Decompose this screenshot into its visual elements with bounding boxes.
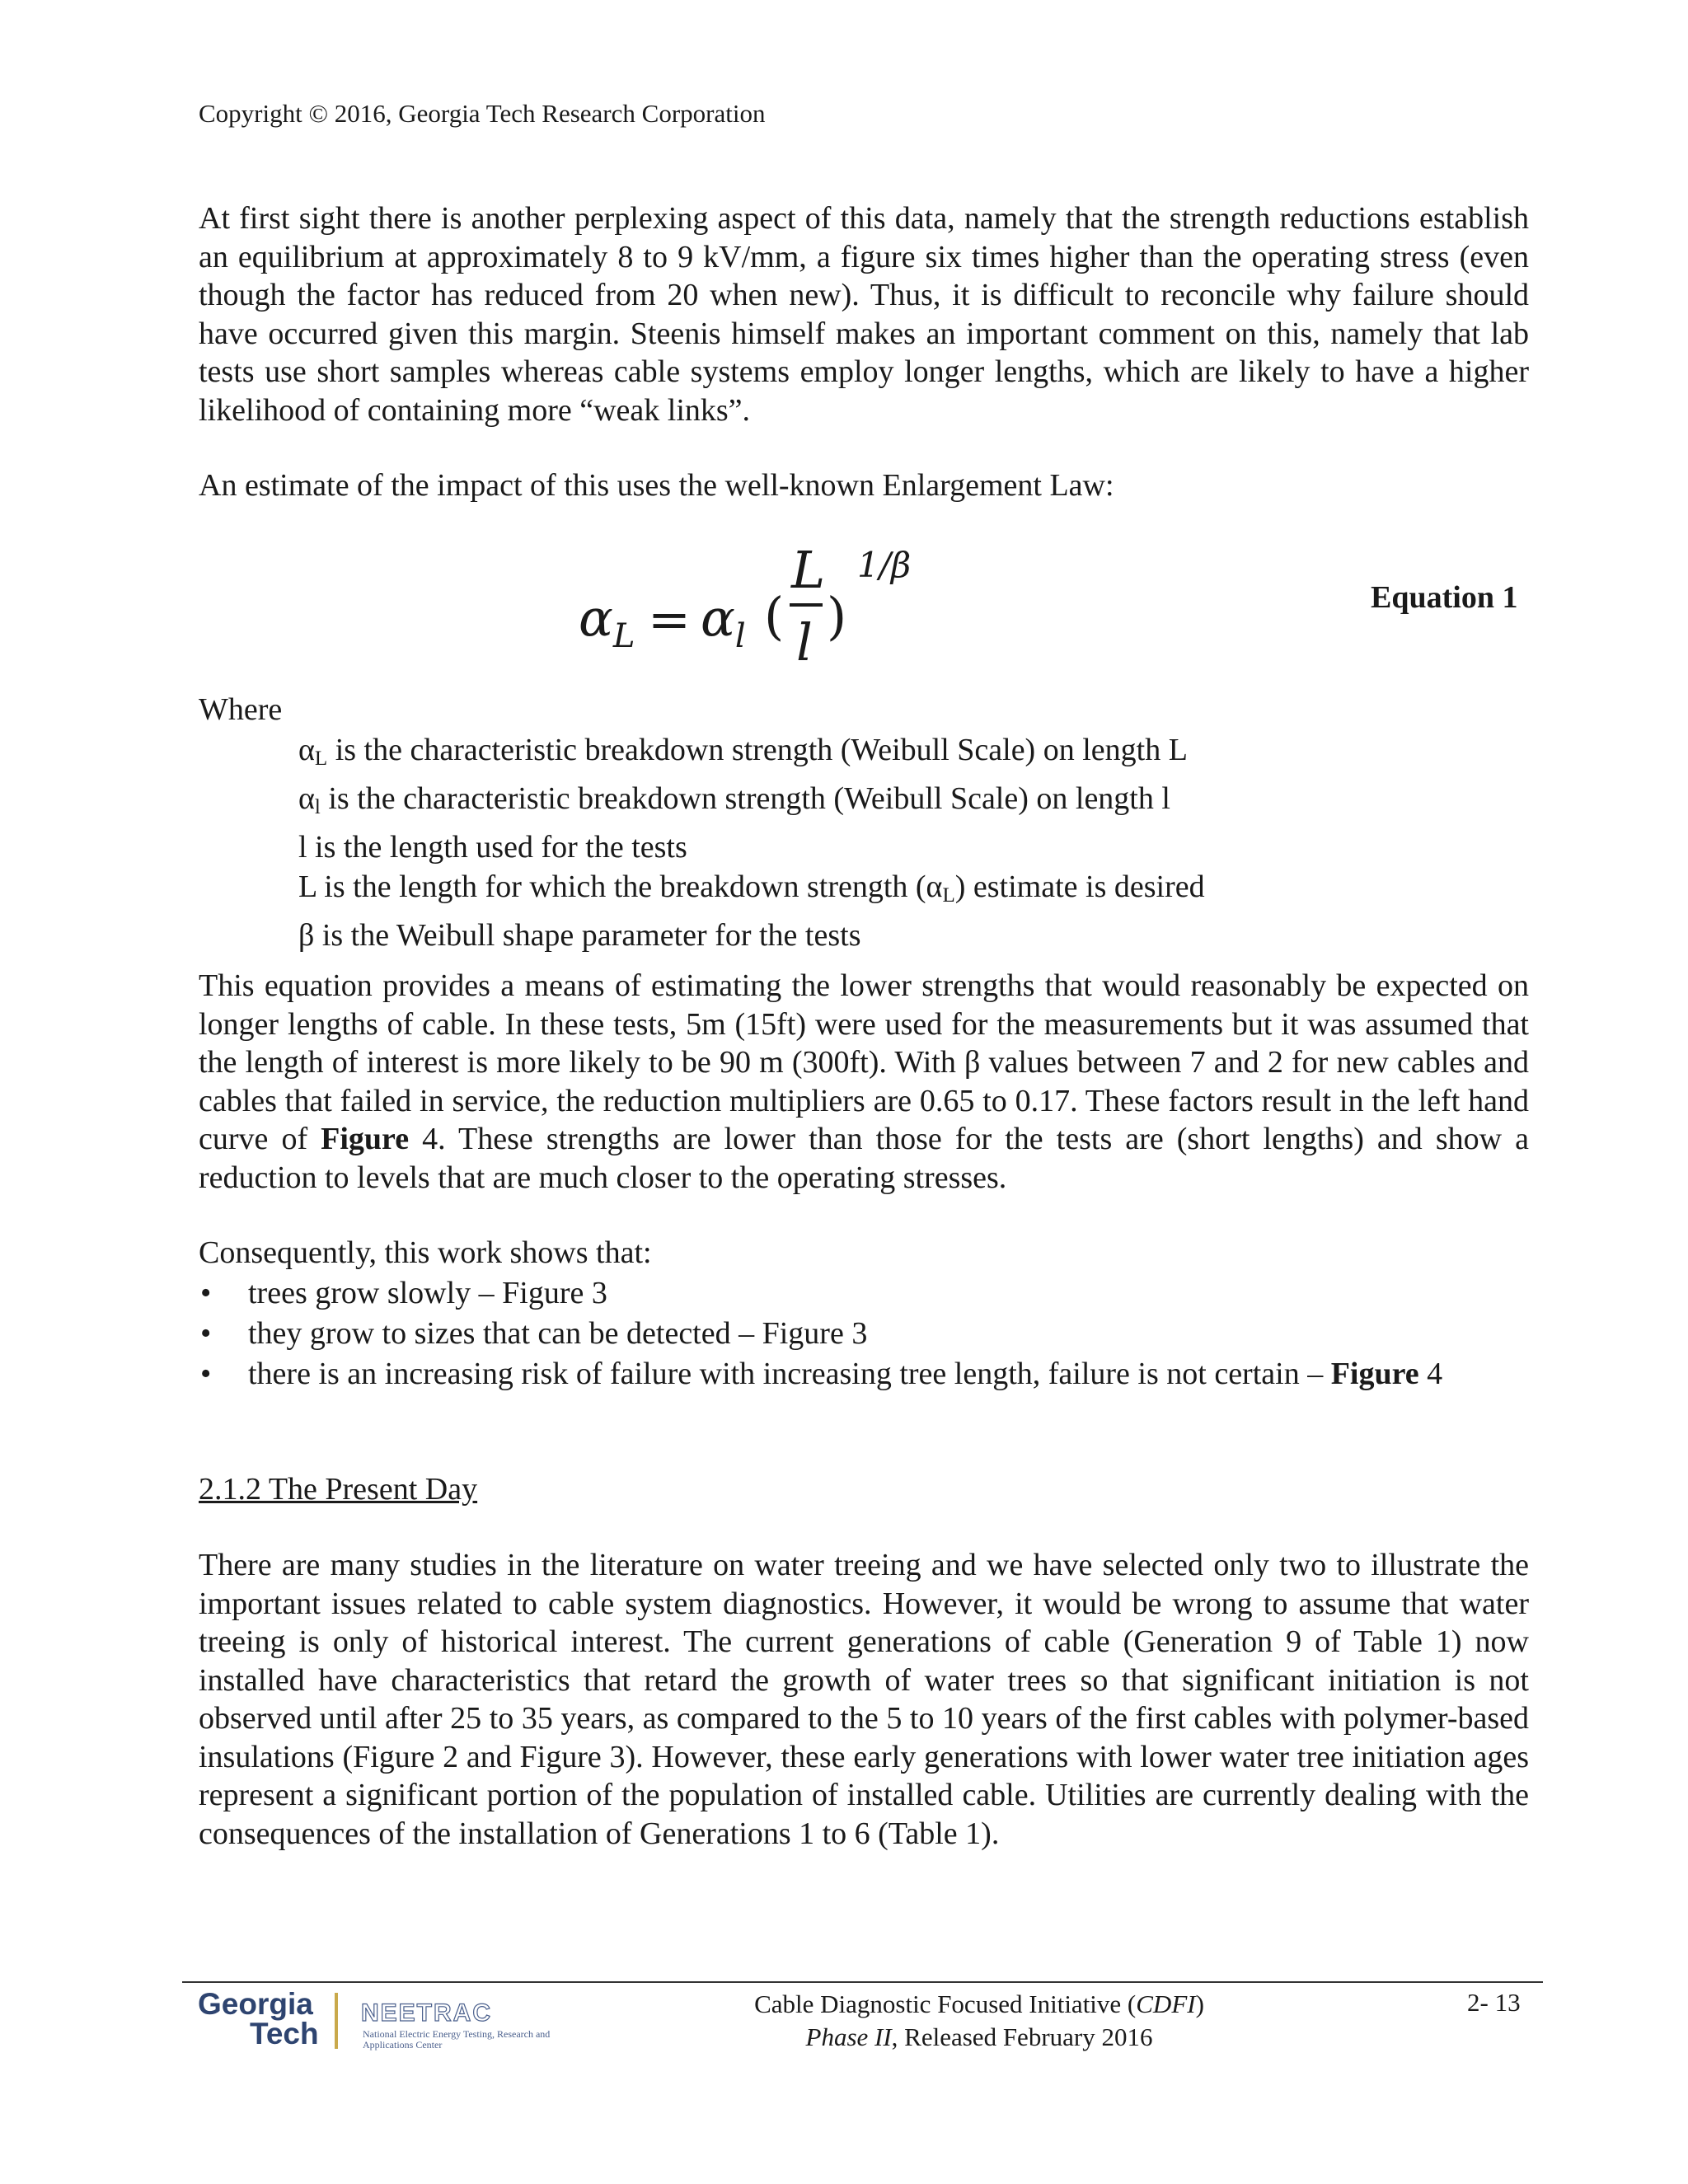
logo-neetrac: NEETRAC: [361, 1999, 493, 2027]
bullet-icon: •: [200, 1357, 212, 1391]
equation-label: Equation 1: [1371, 580, 1518, 615]
paragraph-present-day: There are many studies in the literature on water treeing and we have selected only two to illustrate the important issues related to cable system diagnostics. However, it would be wrong to assume that water treeing is only of historical interest. The current generations of cable (Generation 9 of Table 1) now installed have characteristics that retard the growth of water trees so that significant initiation is not observed until after 25 to 35 years, as compared to the 5 to 10 years of the first cables with polymer-based insulations (Figure 2 and Figure 3). However, these early generations with lower water tree initiation ages represent a significant portion of the population of installed cable. Utilities are currently dealing with the consequences of the installation of Generations 1 to 6 (Table 1).: [199, 1548, 1529, 1851]
logo-neetrac-subtitle: National Electric Energy Testing, Research and Applications Center: [363, 2028, 551, 2050]
equation-left-paren: (: [764, 586, 785, 646]
list-item: • trees grow slowly – Figure 3: [199, 1273, 1442, 1314]
bullet-icon: •: [200, 1316, 212, 1351]
equation-exponent: 1/β: [857, 545, 912, 585]
paragraph-consequently: Consequently, this work shows that:: [199, 1235, 652, 1270]
definition-alpha-L: αL is the characteristic breakdown strength (Weibull Scale) on length L: [298, 733, 1188, 770]
page-number: 2- 13: [1467, 1988, 1521, 2017]
equation-rhs-alpha: $\alpha_l$: [701, 588, 746, 655]
definitions-list: [298, 730, 1205, 955]
paragraph-enlargement-law-intro: An estimate of the impact of this uses the well-known Enlargement Law:: [199, 468, 1114, 503]
equation-lhs: $\alpha_L$: [579, 588, 635, 655]
findings-bullet-list: [199, 1273, 1442, 1394]
paragraph-equation-explanation: This equation provides a means of estimating the lower strengths that would reasonably be expected on longer lengths of cable. In these tests, 5m (15ft) were used for the measurements but it was assumed that the length of interest is more likely to be 90 m (300ft). With β values between 7 and 2 for new cables and cables that failed in service, the reduction multipliers are 0.65 to 0.17. These factors result in the left hand curve of Figure 4. These strengths are lower than those for the tests are (short lengths) and show a reduction to levels that are much closer to the operating stresses.: [199, 968, 1529, 1195]
equation-right-paren: ): [827, 586, 847, 646]
copyright-header: Copyright © 2016, Georgia Tech Research Corporation: [199, 99, 766, 128]
paragraph-perplexing-aspect: At first sight there is another perplexing aspect of this data, namely that the strength reductions establish an equilibrium at approximately 8 to 9 kV/mm, a figure six times higher than the operating stress (even though the factor has reduced from 20 when new). Thus, it is difficult to reconcile why failure should have occurred given this margin. Steenis himself makes an important comment on this, namely that lab tests use short samples whereas cable systems employ longer lengths, which are likely to have a higher likelihood of containing more “weak links”.: [199, 201, 1529, 428]
definition-l: l is the length used for the tests: [298, 830, 687, 865]
equation-numerator: L: [791, 540, 826, 600]
logo-georgia: Georgia: [198, 1987, 313, 2021]
georgia-tech-neetrac-logo: [196, 1988, 559, 2054]
list-item: • there is an increasing risk of failure with increasing tree length, failure is not certain – Figure 4: [199, 1354, 1442, 1394]
equation-equals: =: [648, 589, 691, 649]
footer-title: [715, 1988, 1243, 2054]
definition-L: L is the length for which the breakdown strength (αL) estimate is desired: [298, 869, 1205, 907]
equation-denominator: l: [796, 612, 813, 673]
logo-divider: [335, 1993, 338, 2049]
definition-beta: β is the Weibull shape parameter for the tests: [298, 918, 861, 953]
definition-alpha-l: αl is the characteristic breakdown strength (Weibull Scale) on length l: [298, 781, 1170, 818]
bullet-icon: •: [200, 1276, 212, 1310]
where-label: Where: [199, 692, 283, 727]
section-heading: 2.1.2 The Present Day: [199, 1472, 478, 1507]
enlargement-law-equation: [569, 540, 915, 672]
logo-tech: Tech: [250, 2017, 319, 2050]
footer-line-2: Phase II, Released February 2016: [805, 2022, 1153, 2051]
footer-line-1: Cable Diagnostic Focused Initiative (CDFI): [754, 1990, 1204, 2018]
list-item: • they grow to sizes that can be detected – Figure 3: [199, 1314, 1442, 1354]
footer-divider: [182, 1981, 1543, 1983]
equation-fraction-bar: [790, 603, 823, 607]
